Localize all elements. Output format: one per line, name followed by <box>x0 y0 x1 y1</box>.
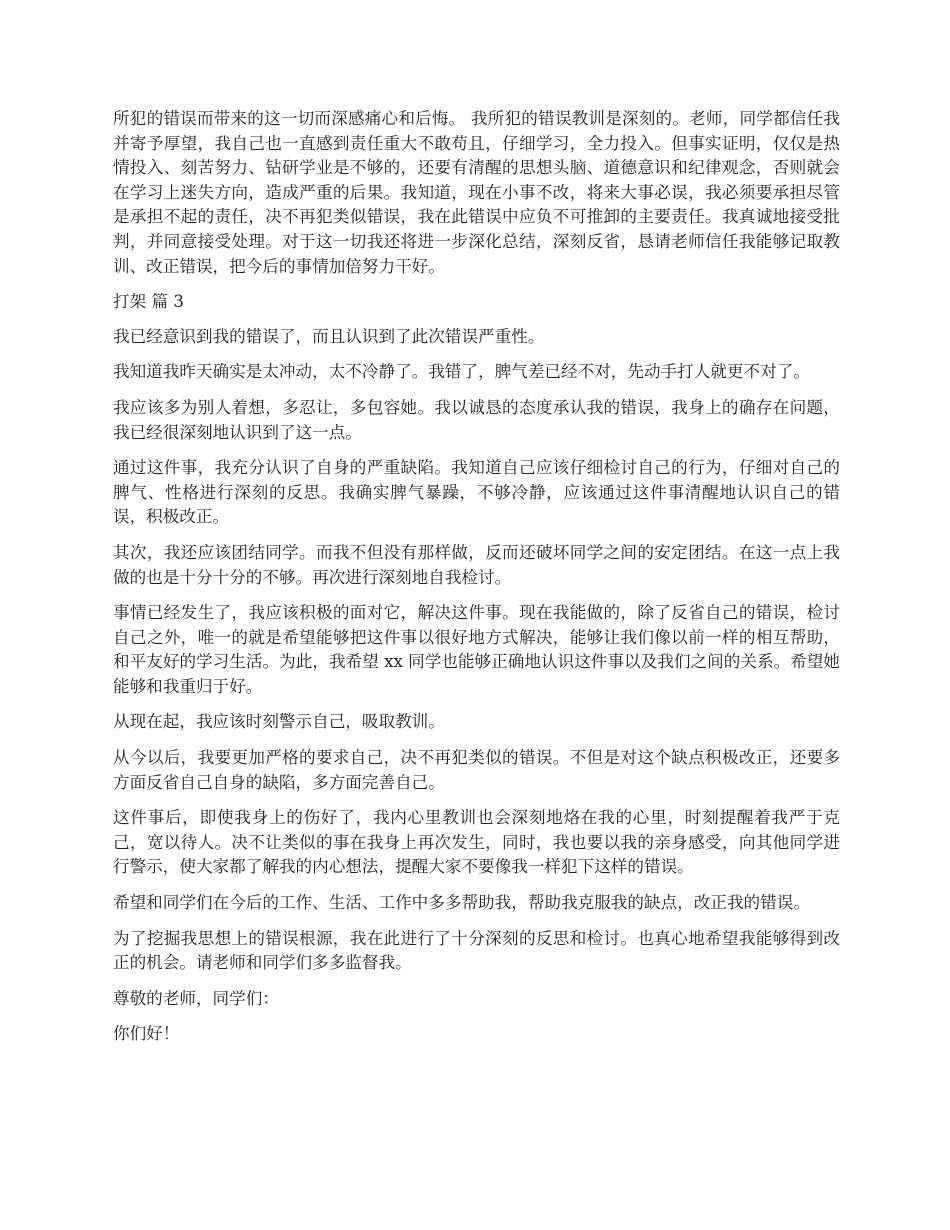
paragraph: 事情已经发生了，我应该积极的面对它，解决这件事。现在我能做的，除了反省自己的错误，检讨自己之外，唯一的就是希望能够把这件事以很好地方式解决，能够让我们像以前一样的相互帮助，和平友好的学习生活。为此，我希望 xx 同学也能够正确地认识这件事以及我们之间的关系。希望她能够和我重归于好。 <box>113 603 840 696</box>
paragraph: 我已经意识到我的错误了，而且认识到了此次错误严重性。 <box>113 326 545 346</box>
paragraph: 我应该多为别人着想，多忍让，多包容她。我以诚恳的态度承认我的错误，我身上的确存在问题，我已经很深刻地认识到了这一点。 <box>113 397 840 442</box>
paragraph: 我知道我昨天确实是太冲动，太不冷静了。我错了，脾气差已经不对，先动手打人就更不对了。 <box>113 362 810 382</box>
paragraph: 从现在起，我应该时刻警示自己，吸取教训。 <box>113 712 445 732</box>
greeting: 你们好！ <box>113 1024 180 1044</box>
paragraph: 希望和同学们在今后的工作、生活、工作中多多帮助我，帮助我克服我的缺点，改正我的错误。 <box>113 893 810 913</box>
paragraph-continuation: 所犯的错误而带来的这一切而深感痛心和后悔。 我所犯的错误教训是深刻的。老师，同学都信任我并寄予厚望，我自己也一直感到责任重大不敢苟且，仔细学习，全力投入。但事实证明，仅仅是热情投入、刻苦努力、钻研学业是不够的，还要有清醒的思想头脑、道德意识和纪律观念，否则就会在学习上迷失方向，造成严重的后果。我知道，现在小事不改，将来大事必误，我必须要承担尽管是承担不起的责任，决不再犯类似错误，我在此错误中应负不可推卸的主要责任。我真诚地接受批判，并同意接受处理。对于这一切我还将进一步深化总结，深刻反省，恳请老师信任我能够记取教训、改正错误，把今后的事情加倍努力干好。 <box>113 109 840 276</box>
section-heading: 打架 篇 3 <box>113 292 184 312</box>
document-body <box>113 107 840 1058</box>
paragraph: 通过这件事，我充分认识了自身的严重缺陷。我知道自己应该仔细检讨自己的行为，仔细对自己的脾气、性格进行深刻的反思。我确实脾气暴躁，不够冷静，应该通过这件事清醒地认识自己的错误，积极改正。 <box>113 458 840 527</box>
paragraph: 从今以后，我要更加严格的要求自己，决不再犯类似的错误。不但是对这个缺点积极改正，还要多方面反省自己自身的缺陷，多方面完善自己。 <box>113 748 840 792</box>
salutation: 尊敬的老师，同学们： <box>113 988 279 1008</box>
paragraph: 这件事后，即使我身上的伤好了，我内心里教训也会深刻地烙在我的心里，时刻提醒着我严于克己，宽以待人。决不让类似的事在我身上再次发生，同时，我也要以我的亲身感受，向其他同学进行警示，使大家都了解我的内心想法，提醒大家不要像我一样犯下这样的错误。 <box>113 808 840 877</box>
paragraph: 为了挖掘我思想上的错误根源，我在此进行了十分深刻的反思和检讨。也真心地希望我能够得到改正的机会。请老师和同学们多多监督我。 <box>113 928 840 973</box>
paragraph: 其次，我还应该团结同学。而我不但没有那样做，反而还破坏同学之间的安定团结。在这一点上我做的也是十分十分的不够。再次进行深刻地自我检讨。 <box>113 542 840 587</box>
